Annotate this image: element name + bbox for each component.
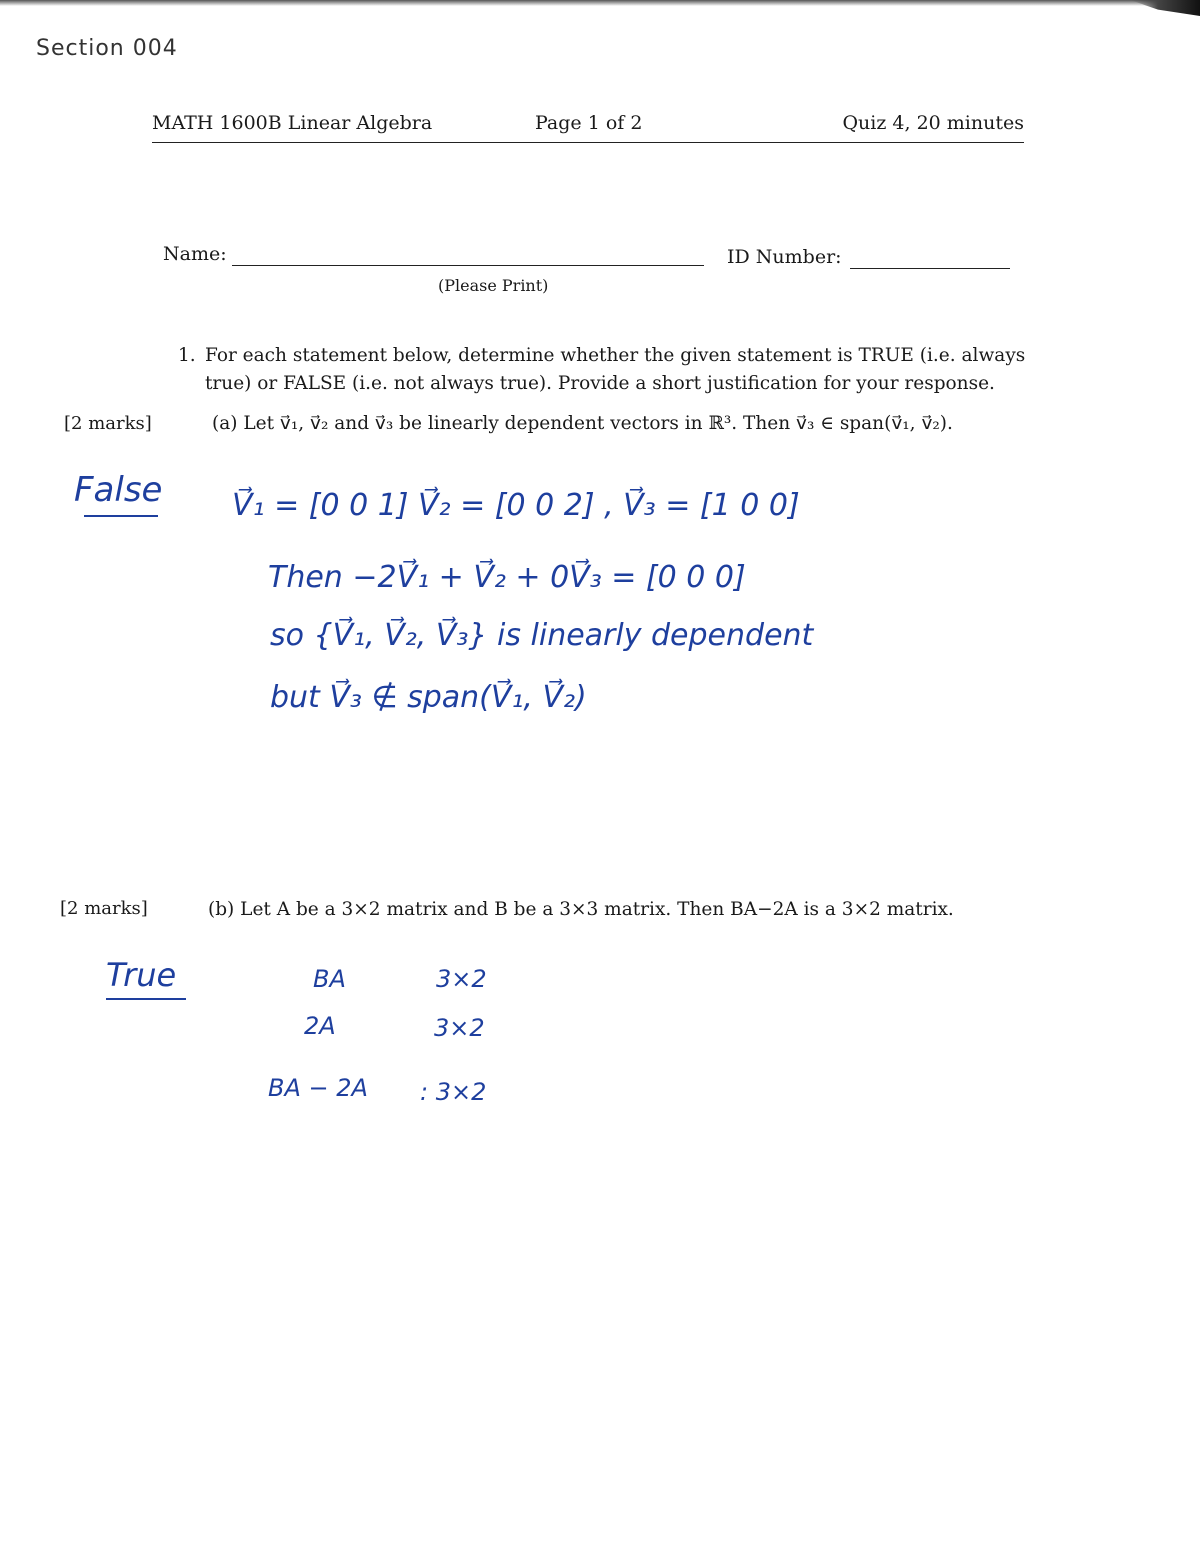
page-number: Page 1 of 2	[535, 112, 643, 134]
part-b-answer: True	[106, 956, 177, 994]
work-a-line-1: V⃗₁ = [0 0 1] V⃗₂ = [0 0 2] , V⃗₃ = [1 0 0]	[232, 488, 800, 523]
work-b-dim-3: : 3×2	[420, 1078, 487, 1106]
page-header	[152, 112, 1024, 143]
name-label: Name:	[163, 243, 227, 265]
part-a-statement: (a) Let v⃗₁, v⃗₂ and v⃗₃ be linearly dependent vectors in ℝ³. Then v⃗₃ ∈ span(v⃗₁, v⃗₂).	[212, 413, 953, 434]
id-number-field[interactable]	[850, 268, 1010, 269]
part-b-marks: [2 marks]	[60, 898, 148, 919]
question-number: 1.	[178, 345, 196, 366]
part-a-marks: [2 marks]	[64, 413, 152, 434]
work-b-dim-1: 3×2	[436, 965, 487, 993]
part-b-statement: (b) Let A be a 3×2 matrix and B be a 3×3 matrix. Then BA−2A is a 3×2 matrix.	[208, 899, 954, 920]
instructions-line-1: For each statement below, determine whether the given statement is TRUE (i.e. always	[205, 345, 1026, 366]
course-title: MATH 1600B Linear Algebra	[152, 112, 433, 134]
name-hint: (Please Print)	[438, 276, 549, 295]
work-a-line-3: so {V⃗₁, V⃗₂, V⃗₃} is linearly dependent	[270, 618, 814, 653]
work-a-line-4: but V⃗₃ ∉ span(V⃗₁, V⃗₂)	[270, 680, 587, 715]
section-note: Section 004	[36, 36, 178, 61]
answer-a-underline	[84, 515, 158, 517]
quiz-info: Quiz 4, 20 minutes	[842, 112, 1024, 134]
part-a-answer: False	[74, 470, 163, 510]
name-field[interactable]	[232, 265, 704, 266]
work-b-dim-2: 3×2	[434, 1014, 485, 1042]
work-a-line-2: Then −2V⃗₁ + V⃗₂ + 0V⃗₃ = [0 0 0]	[268, 560, 746, 595]
scan-edge-corner	[1130, 0, 1200, 16]
id-label: ID Number:	[727, 246, 842, 268]
answer-b-underline	[106, 998, 186, 1000]
instructions-line-2: true) or FALSE (i.e. not always true). Provide a short justification for your response.	[205, 373, 995, 394]
scan-edge-top	[0, 0, 1200, 6]
work-b-expr-1: BA	[313, 965, 346, 993]
work-b-expr-3: BA − 2A	[268, 1074, 368, 1102]
work-b-expr-2: 2A	[304, 1012, 336, 1040]
